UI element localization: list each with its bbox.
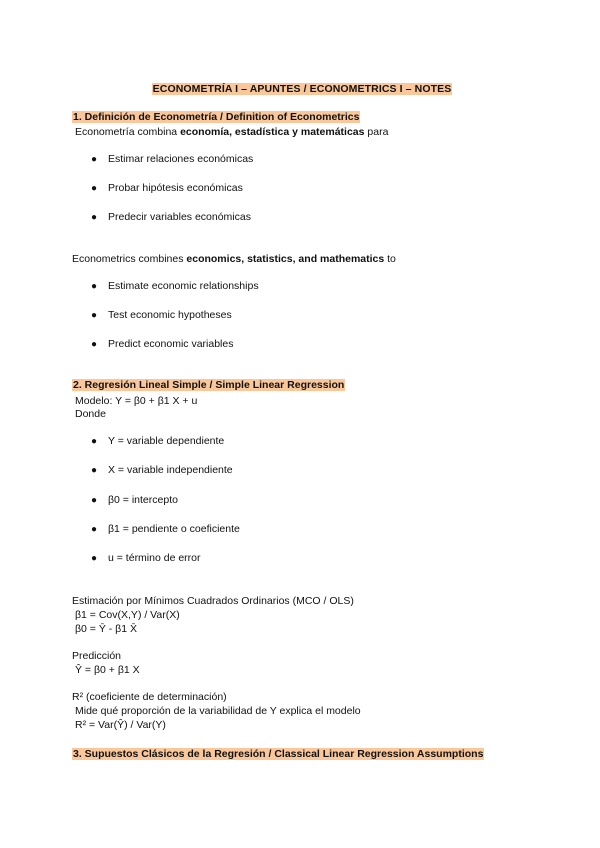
bullet-icon: ● — [91, 212, 98, 223]
model-equation: Modelo: Y = β0 + β1 X + u — [75, 395, 198, 407]
list-item-text: Predict economic variables — [108, 338, 234, 350]
en-intro-tail: to — [384, 253, 396, 265]
bullet-icon: ● — [91, 436, 98, 447]
list-item-text: Estimate economic relationships — [108, 280, 259, 292]
list-item-text: Y = variable dependiente — [108, 435, 225, 447]
bullet-icon: ● — [91, 465, 98, 476]
r2-title: R² (coeficiente de determinación) — [72, 691, 227, 703]
r2-description: Mide qué proporción de la variabilidad de Y explica el modelo — [75, 705, 361, 717]
en-intro-text: Econometrics combines — [72, 253, 187, 265]
section-1-heading: 1. Definición de Econometría / Definition of Econometrics — [73, 111, 360, 123]
document-title: ECONOMETRÍA I – APUNTES / ECONOMETRICS I – NOTES — [152, 83, 452, 95]
list-item-text: Predecir variables económicas — [108, 211, 251, 223]
ols-beta1: β1 = Cov(X,Y) / Var(X) — [75, 609, 180, 621]
donde-label: Donde — [75, 408, 106, 420]
bullet-icon: ● — [91, 339, 98, 350]
bullet-icon: ● — [91, 553, 98, 564]
bullet-icon: ● — [91, 154, 98, 165]
document-title-wrap — [72, 83, 532, 95]
bullet-icon: ● — [91, 495, 98, 506]
list-item-text: Probar hipótesis económicas — [108, 182, 243, 194]
list-item-text: Test economic hypotheses — [108, 309, 232, 321]
section-2-heading-wrap — [72, 379, 345, 391]
ols-beta0: β0 = Ȳ - β1 X̄ — [75, 623, 137, 635]
en-intro-bold: economics, statistics, and mathematics — [186, 253, 385, 265]
es-intro-tail: para — [364, 126, 389, 138]
es-intro-bold: economía, estadística y matemáticas — [180, 126, 365, 138]
r2-equation: R² = Var(Ŷ) / Var(Y) — [75, 719, 166, 731]
bullet-icon: ● — [91, 281, 98, 292]
list-item-text: X = variable independiente — [108, 464, 233, 476]
section-2-heading: 2. Regresión Lineal Simple / Simple Linear Regression — [73, 379, 345, 391]
bullet-icon: ● — [91, 310, 98, 321]
bullet-icon: ● — [91, 524, 98, 535]
section-3-heading: 3. Supuestos Clásicos de la Regresión / Classical Linear Regression Assumptions — [73, 748, 484, 760]
bullet-icon: ● — [91, 183, 98, 194]
list-item-text: β0 = intercepto — [108, 494, 178, 506]
list-item-text: Estimar relaciones económicas — [108, 153, 254, 165]
ols-title: Estimación por Mínimos Cuadrados Ordinarios (MCO / OLS) — [72, 595, 354, 607]
list-item-text: β1 = pendiente o coeficiente — [108, 523, 240, 535]
section-1-en-intro — [72, 253, 396, 266]
es-intro-text: Econometría combina — [75, 126, 181, 138]
section-3-heading-wrap — [72, 748, 484, 760]
prediction-equation: Ŷ = β0 + β1 X — [75, 664, 140, 676]
prediction-title: Predicción — [72, 650, 122, 662]
section-1-es-intro — [72, 126, 388, 139]
section-1-heading-wrap — [72, 111, 360, 123]
list-item-text: u = término de error — [108, 552, 201, 564]
